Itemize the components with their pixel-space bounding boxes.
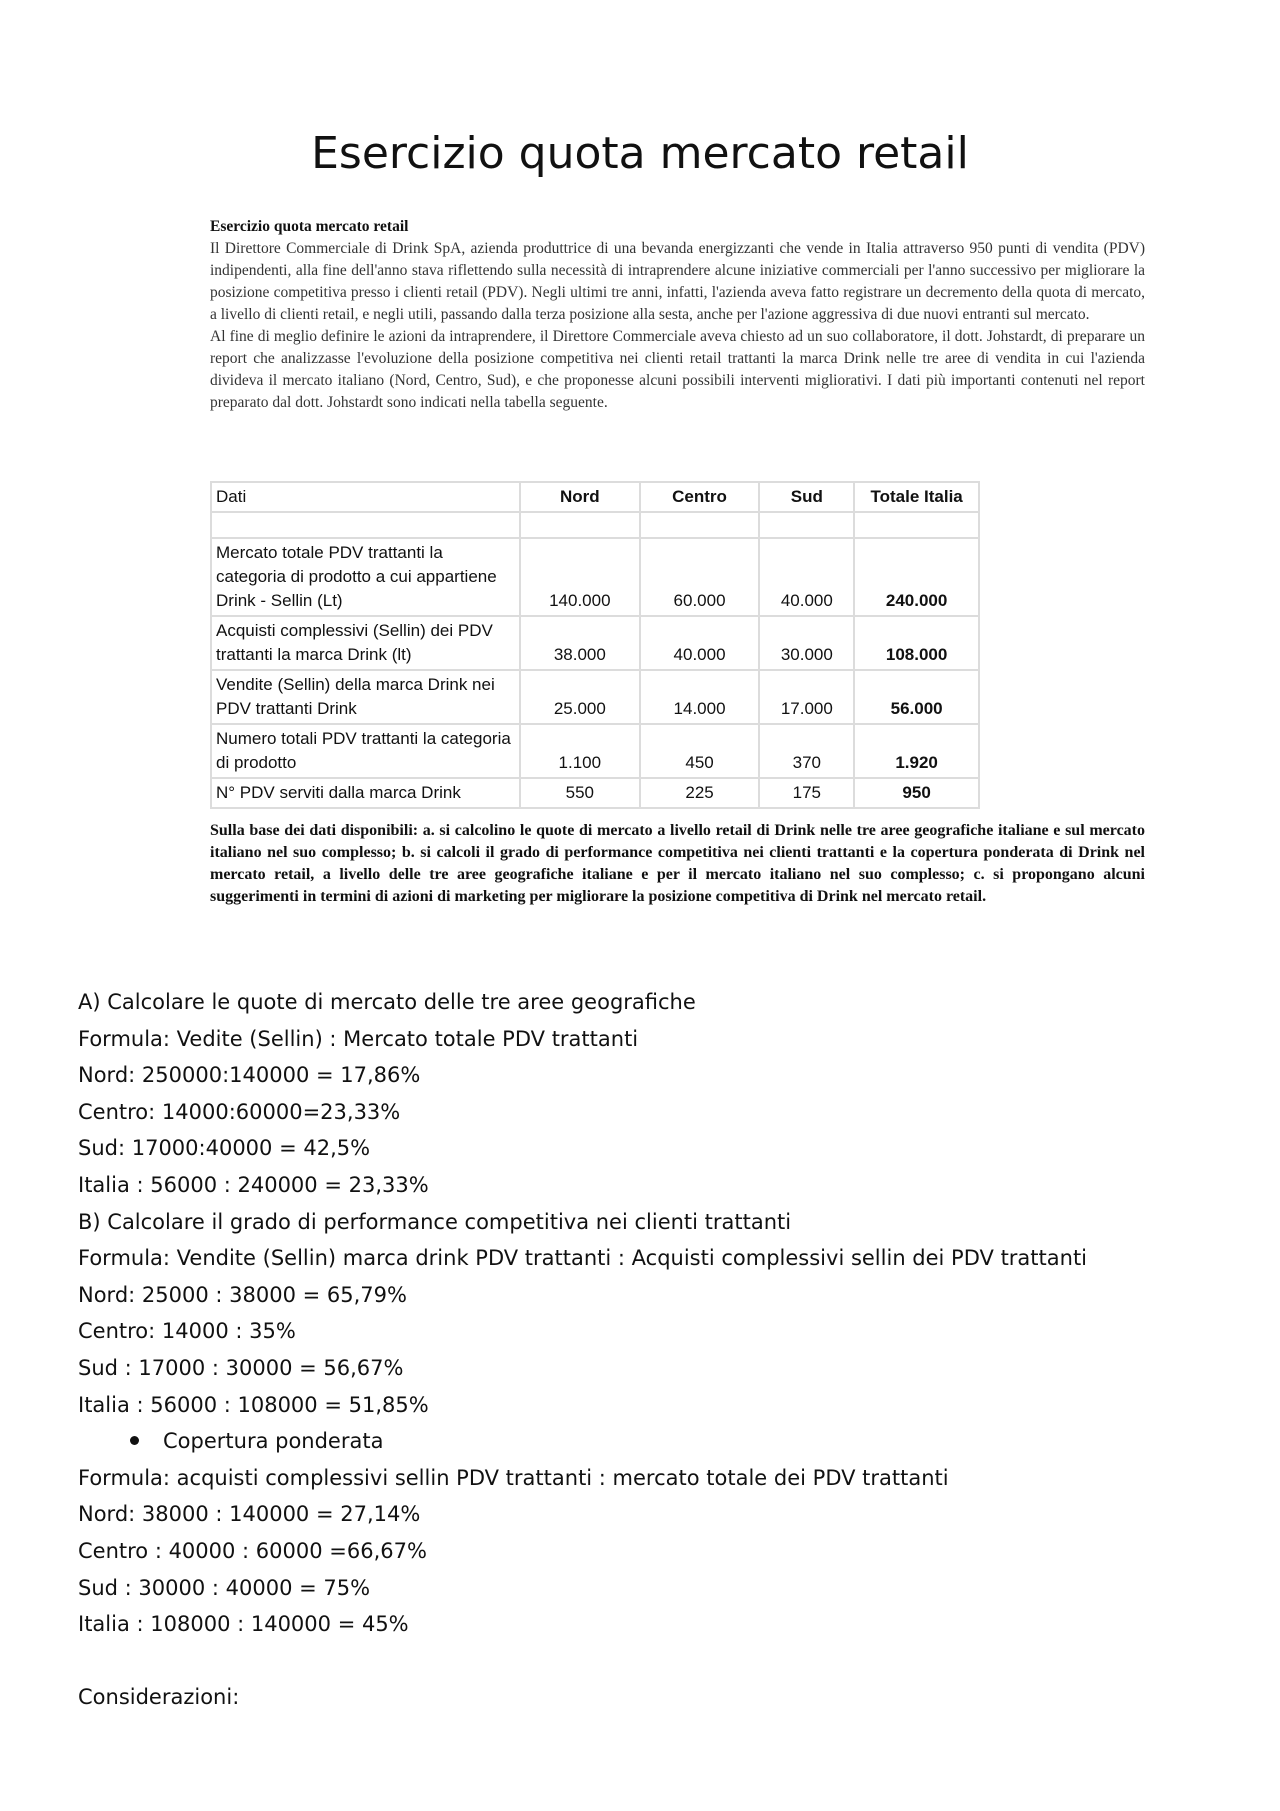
exercise-heading: Esercizio quota mercato retail — [210, 218, 409, 235]
header-centro: Centro — [640, 482, 760, 512]
result-centro: Centro : 40000 : 60000 =66,67% — [78, 1538, 427, 1563]
cell-totale: 950 — [854, 778, 979, 808]
result-centro: Centro: 14000 : 35% — [78, 1319, 296, 1344]
cell-nord: 1.100 — [520, 724, 640, 778]
cell-centro: 450 — [640, 724, 760, 778]
result-sud: Sud : 17000 : 30000 = 56,67% — [78, 1355, 404, 1380]
result-centro: Centro: 14000:60000=23,33% — [78, 1099, 401, 1124]
row-label: Numero totali PDV trattanti la categoria di prodotto — [211, 724, 520, 778]
bullet-item — [78, 1423, 1228, 1460]
cell-sud: 17.000 — [759, 670, 854, 724]
cell-centro: 225 — [640, 778, 760, 808]
formula-line: Formula: Vendite (Sellin) marca drink PDV trattanti : Acquisti complessivi sellin dei PDV trattanti — [78, 1246, 1088, 1271]
cell-nord: 25.000 — [520, 670, 640, 724]
table-header-row — [211, 482, 979, 512]
table-row — [211, 724, 979, 778]
result-nord: Nord: 250000:140000 = 17,86% — [78, 1063, 421, 1088]
table-row — [211, 670, 979, 724]
result-sud: Sud : 30000 : 40000 = 75% — [78, 1575, 371, 1600]
considerations-heading: Considerazioni: — [78, 1685, 240, 1710]
cell-sud: 40.000 — [759, 538, 854, 616]
cell-totale: 108.000 — [854, 616, 979, 670]
cell-sud: 175 — [759, 778, 854, 808]
cell-totale: 1.920 — [854, 724, 979, 778]
data-table — [210, 481, 980, 809]
result-nord: Nord: 25000 : 38000 = 65,79% — [78, 1282, 407, 1307]
cell-nord: 140.000 — [520, 538, 640, 616]
cell-totale: 240.000 — [854, 538, 979, 616]
bullet-label: Copertura ponderata — [163, 1429, 384, 1454]
header-dati: Dati — [211, 482, 520, 512]
table-row — [211, 538, 979, 616]
row-label: Mercato totale PDV trattanti la categoria di prodotto a cui appartiene Drink - Sellin (Lt) — [211, 538, 520, 616]
exercise-question: Sulla base dei dati disponibili: a. si calcolino le quote di mercato a livello retail di Drink nelle tre aree geografiche italiane e sul mercato italiano nel suo complesso; b. si calcoli il grado di performance competitiva nei clienti trattanti e la copertura ponderata di Drink nel mercato retail, a livello delle tre aree geografiche italiane e per il mercato italiano nel suo complesso; c. si propongano alcuni suggerimenti in termini di azioni di marketing per migliorare la posizione competitiva di Drink nel mercato retail. — [210, 822, 1145, 905]
exercise-paragraph-1: Il Direttore Commerciale di Drink SpA, azienda produttrice di una bevanda energizzanti che vende in Italia attraverso 950 punti di vendita (PDV) indipendenti, alla fine dell'anno stava riflettendo sulla necessità di intraprendere alcune iniziative commerciali per l'anno successivo per migliorare la posizione competitiva presso i clienti retail (PDV). Negli ultimi tre anni, infatti, l'azienda aveva fatto registrare un decremento della quota di mercato, a livello di clienti retail, e negli utili, passando dalla terza posizione alla sesta, anche per l'azione aggressiva di due nuovi entranti sul mercato. — [210, 240, 1145, 323]
row-label: Acquisti complessivi (Sellin) dei PDV trattanti la marca Drink (lt) — [211, 616, 520, 670]
row-label: Vendite (Sellin) della marca Drink nei PDV trattanti Drink — [211, 670, 520, 724]
page-title: Esercizio quota mercato retail — [311, 128, 969, 179]
result-nord: Nord: 38000 : 140000 = 27,14% — [78, 1502, 421, 1527]
cell-centro: 60.000 — [640, 538, 760, 616]
cell-centro: 14.000 — [640, 670, 760, 724]
result-sud: Sud: 17000:40000 = 42,5% — [78, 1136, 371, 1161]
cell-totale: 56.000 — [854, 670, 979, 724]
formula-line: Formula: acquisti complessivi sellin PDV trattanti : mercato totale dei PDV trattanti — [78, 1465, 949, 1490]
cell-sud: 370 — [759, 724, 854, 778]
header-nord: Nord — [520, 482, 640, 512]
cell-nord: 550 — [520, 778, 640, 808]
result-italia: Italia : 56000 : 108000 = 51,85% — [78, 1392, 429, 1417]
section-b-heading: B) Calcolare il grado di performance competitiva nei clienti trattanti — [78, 1209, 792, 1234]
result-italia: Italia : 108000 : 140000 = 45% — [78, 1612, 409, 1637]
cell-centro: 40.000 — [640, 616, 760, 670]
section-a-heading: A) Calcolare le quote di mercato delle tre aree geografiche — [78, 990, 696, 1014]
table-row — [211, 616, 979, 670]
table-blank-row — [211, 512, 979, 538]
table-row — [211, 778, 979, 808]
cell-sud: 30.000 — [759, 616, 854, 670]
formula-line: Formula: Vedite (Sellin) : Mercato totale PDV trattanti — [78, 1026, 639, 1051]
header-totale-italia: Totale Italia — [854, 482, 979, 512]
row-label: N° PDV serviti dalla marca Drink — [211, 778, 520, 808]
header-sud: Sud — [759, 482, 854, 512]
exercise-text — [210, 216, 1145, 414]
result-italia: Italia : 56000 : 240000 = 23,33% — [78, 1172, 429, 1197]
exercise-paragraph-2: Al fine di meglio definire le azioni da intraprendere, il Direttore Commerciale aveva chiesto ad un suo collaboratore, il dott. Johstardt, di preparare un report che analizzasse l'evoluzione della posizione competitiva nei clienti retail trattanti la marca Drink nelle tre aree di vendita in cui l'azienda divideva il mercato italiano (Nord, Centro, Sud), e che proponesse alcuni possibili interventi migliorativi. I dati più importanti contenuti nel report preparato dal dott. Johstardt sono indicati nella tabella seguente. — [210, 328, 1145, 411]
cell-nord: 38.000 — [520, 616, 640, 670]
bullet-icon — [130, 1436, 139, 1445]
solution-notes — [78, 984, 1228, 1716]
